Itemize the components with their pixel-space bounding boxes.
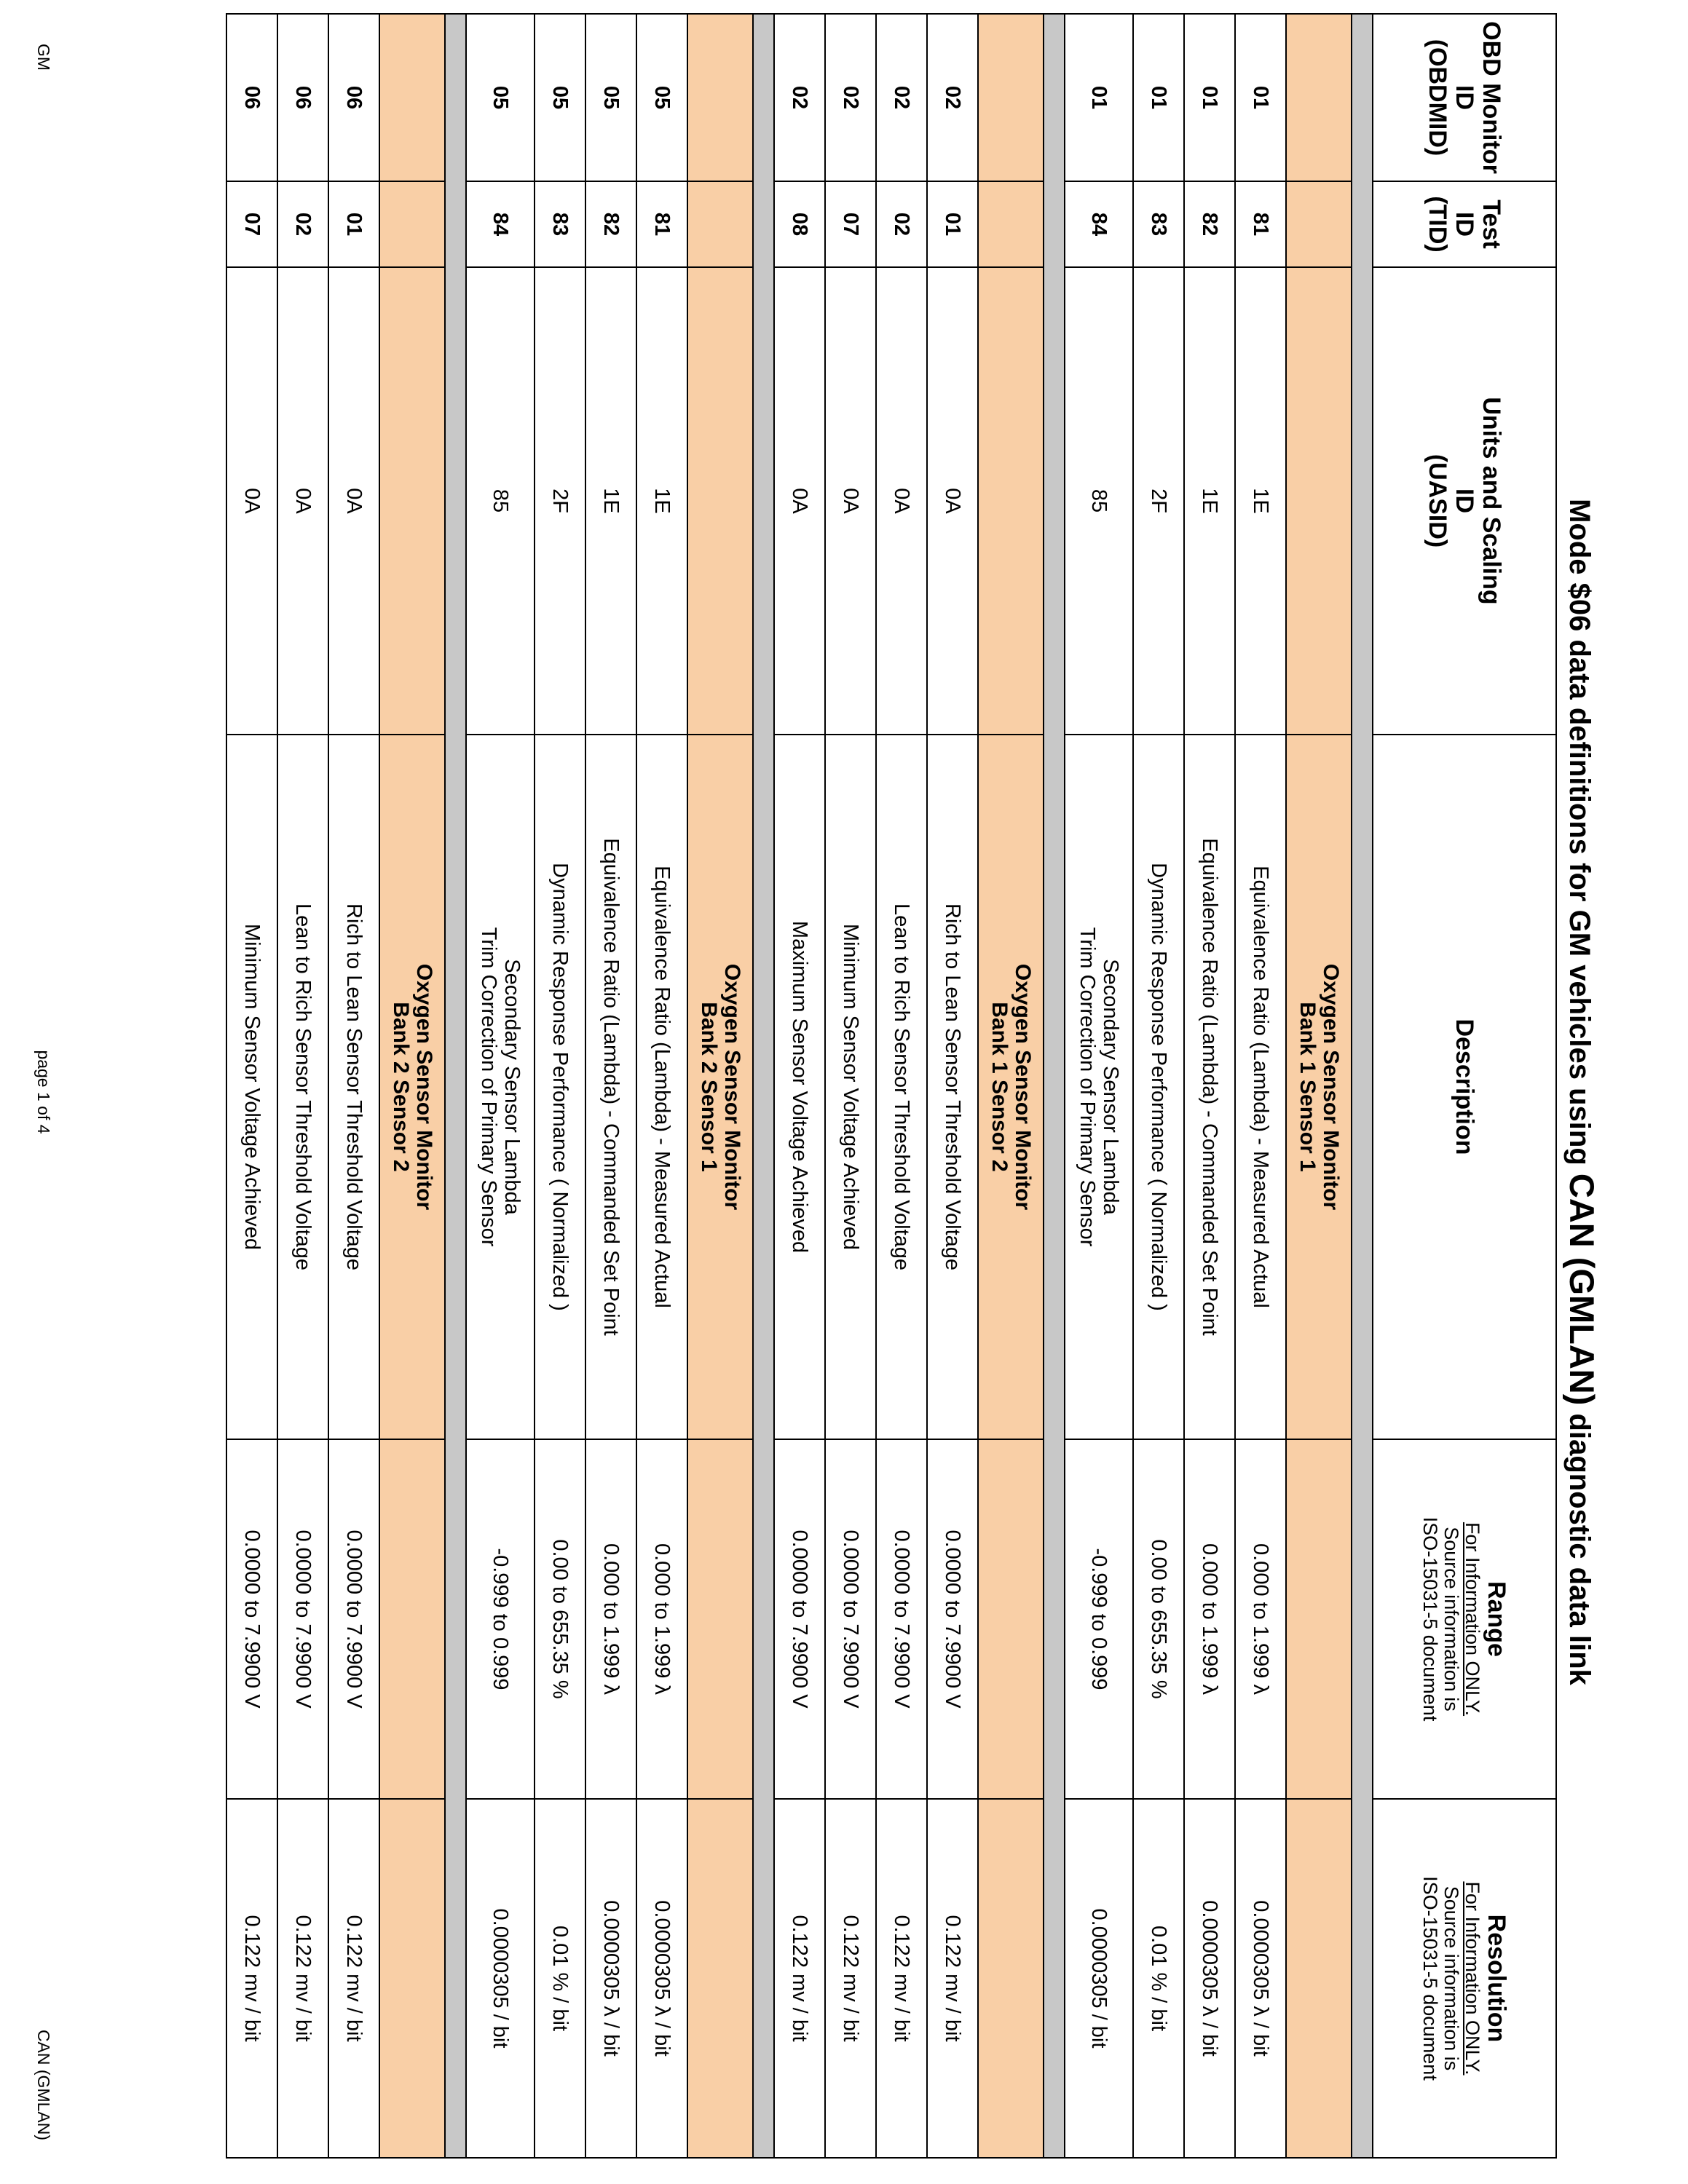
description-line: Equivalence Ratio (Lambda) - Measured Actual <box>1249 866 1272 1308</box>
cell-uasid: 1E <box>585 267 636 735</box>
table-row <box>328 14 379 2158</box>
title-emphasis: CAN (GMLAN) <box>1563 1173 1601 1406</box>
section-title-line1: Oxygen Sensor Monitor <box>1319 963 1343 1211</box>
header-tid <box>1373 181 1556 267</box>
header-resolution-note3: ISO-15031-5 document <box>1419 1876 1441 2081</box>
table-row <box>1065 14 1133 2158</box>
table-row <box>585 14 636 2158</box>
cell-tid: 02 <box>277 181 328 267</box>
description-line: Equivalence Ratio (Lambda) - Measured Actual <box>650 866 674 1308</box>
section-cell <box>1286 181 1352 267</box>
cell-description <box>277 735 328 1439</box>
cell-tid: 08 <box>774 181 825 267</box>
cell-description <box>774 735 825 1439</box>
section-cell <box>687 1799 753 2158</box>
header-tid-line1: Test <box>1478 199 1506 249</box>
section-cell <box>379 14 445 181</box>
cell-tid: 83 <box>1133 181 1184 267</box>
header-uasid-line3: (UASID) <box>1424 454 1452 548</box>
cell-uasid: 0A <box>226 267 277 735</box>
cell-obdmid: 01 <box>1235 14 1286 181</box>
section-cell <box>978 267 1044 735</box>
section-cell <box>687 1439 753 1799</box>
cell-range: 0.0000 to 7.9900 V <box>277 1439 328 1799</box>
description-line: Lean to Rich Sensor Threshold Voltage <box>890 903 913 1271</box>
separator-row <box>753 14 774 2158</box>
header-range-note2: Source information is <box>1440 1527 1462 1712</box>
section-header-row <box>379 14 445 2158</box>
title-prefix: Mode $06 data definitions for GM vehicles using <box>1563 499 1596 1174</box>
header-tid-line3: (TID) <box>1424 196 1452 253</box>
cell-tid: 01 <box>328 181 379 267</box>
header-uasid-line2: ID <box>1451 488 1479 513</box>
cell-description <box>876 735 927 1439</box>
cell-obdmid: 02 <box>825 14 876 181</box>
cell-tid: 82 <box>1184 181 1235 267</box>
section-title <box>978 735 1044 1439</box>
cell-range: 0.00 to 655.35 % <box>535 1439 585 1799</box>
description-line: Dynamic Response Performance ( Normalized ) <box>1147 863 1170 1311</box>
cell-uasid: 0A <box>328 267 379 735</box>
description-line: Secondary Sensor Lambda <box>1099 959 1122 1215</box>
table-row <box>876 14 927 2158</box>
cell-resolution: 0.0000305 λ / bit <box>585 1799 636 2158</box>
section-cell <box>978 1799 1044 2158</box>
cell-range: -0.999 to 0.999 <box>466 1439 535 1799</box>
cell-range: 0.0000 to 7.9900 V <box>328 1439 379 1799</box>
section-cell <box>379 1799 445 2158</box>
description-line: Rich to Lean Sensor Threshold Voltage <box>941 903 964 1271</box>
header-range-label: Range <box>1483 1581 1510 1657</box>
cell-obdmid: 05 <box>466 14 535 181</box>
cell-obdmid: 02 <box>876 14 927 181</box>
section-cell <box>1286 1799 1352 2158</box>
description-line: Dynamic Response Performance ( Normalized ) <box>548 863 572 1311</box>
header-range-note3: ISO-15031-5 document <box>1419 1516 1441 1722</box>
section-cell <box>978 14 1044 181</box>
cell-tid: 07 <box>226 181 277 267</box>
header-range <box>1373 1439 1556 1799</box>
cell-uasid: 0A <box>774 267 825 735</box>
cell-obdmid: 02 <box>774 14 825 181</box>
section-header-row <box>1286 14 1352 2158</box>
cell-range: 0.0000 to 7.9900 V <box>774 1439 825 1799</box>
footer-right: CAN (GMLAN) <box>34 2029 53 2140</box>
page-title <box>1562 0 1602 2184</box>
cell-obdmid: 06 <box>226 14 277 181</box>
section-title <box>1286 735 1352 1439</box>
header-obdmid-line2: ID <box>1451 85 1479 110</box>
table-row <box>1235 14 1286 2158</box>
cell-tid: 82 <box>585 181 636 267</box>
section-cell <box>1286 1439 1352 1799</box>
cell-tid: 07 <box>825 181 876 267</box>
separator-row <box>1044 14 1065 2158</box>
header-uasid-line1: Units and Scaling <box>1478 397 1506 605</box>
cell-resolution: 0.122 mv / bit <box>226 1799 277 2158</box>
cell-obdmid: 05 <box>636 14 687 181</box>
table-row <box>535 14 585 2158</box>
section-title <box>379 735 445 1439</box>
cell-range: 0.000 to 1.999 λ <box>585 1439 636 1799</box>
table-row <box>1184 14 1235 2158</box>
cell-resolution: 0.0000305 λ / bit <box>1235 1799 1286 2158</box>
section-cell <box>1286 14 1352 181</box>
section-cell <box>978 181 1044 267</box>
section-cell <box>379 181 445 267</box>
section-cell <box>687 267 753 735</box>
section-title-line2: Bank 2 Sensor 1 <box>697 1002 721 1172</box>
description-line: Secondary Sensor Lambda <box>500 959 524 1215</box>
description-line: Equivalence Ratio (Lambda) - Commanded Set Point <box>599 838 623 1336</box>
description-line: Minimum Sensor Voltage Achieved <box>839 923 862 1251</box>
cell-resolution: 0.0000305 / bit <box>1065 1799 1133 2158</box>
cell-resolution: 0.0000305 / bit <box>466 1799 535 2158</box>
table-row <box>825 14 876 2158</box>
cell-description <box>1133 735 1184 1439</box>
title-suffix: diagnostic data link <box>1563 1405 1596 1685</box>
cell-obdmid: 05 <box>535 14 585 181</box>
separator-cell <box>753 14 774 2158</box>
section-header-row <box>978 14 1044 2158</box>
table-row <box>927 14 978 2158</box>
cell-description <box>1065 735 1133 1439</box>
table-row <box>774 14 825 2158</box>
cell-range: 0.000 to 1.999 λ <box>1184 1439 1235 1799</box>
cell-description <box>825 735 876 1439</box>
cell-resolution: 0.122 mv / bit <box>825 1799 876 2158</box>
cell-description <box>1235 735 1286 1439</box>
cell-tid: 01 <box>927 181 978 267</box>
header-tid-line2: ID <box>1451 212 1479 237</box>
description-line: Rich to Lean Sensor Threshold Voltage <box>342 903 366 1271</box>
section-cell <box>379 267 445 735</box>
cell-range: -0.999 to 0.999 <box>1065 1439 1133 1799</box>
table-row <box>226 14 277 2158</box>
cell-description <box>927 735 978 1439</box>
cell-tid: 81 <box>1235 181 1286 267</box>
cell-uasid: 0A <box>876 267 927 735</box>
header-resolution-label: Resolution <box>1483 1914 1510 2043</box>
section-header-row <box>687 14 753 2158</box>
cell-description <box>328 735 379 1439</box>
separator-row <box>445 14 466 2158</box>
cell-description <box>585 735 636 1439</box>
cell-uasid: 2F <box>1133 267 1184 735</box>
section-title-line2: Bank 1 Sensor 1 <box>1295 1002 1320 1172</box>
description-line: Trim Correction of Primary Sensor <box>477 927 500 1247</box>
section-title-line2: Bank 1 Sensor 2 <box>987 1002 1011 1172</box>
cell-obdmid: 06 <box>277 14 328 181</box>
cell-range: 0.0000 to 7.9900 V <box>226 1439 277 1799</box>
description-line: Lean to Rich Sensor Threshold Voltage <box>291 903 315 1271</box>
cell-resolution: 0.122 mv / bit <box>876 1799 927 2158</box>
cell-resolution: 0.122 mv / bit <box>328 1799 379 2158</box>
cell-tid: 81 <box>636 181 687 267</box>
header-obdmid-line3: (OBDMID) <box>1424 39 1452 157</box>
cell-obdmid: 01 <box>1133 14 1184 181</box>
cell-obdmid: 06 <box>328 14 379 181</box>
cell-tid: 84 <box>1065 181 1133 267</box>
cell-resolution: 0.01 % / bit <box>535 1799 585 2158</box>
cell-range: 0.000 to 1.999 λ <box>636 1439 687 1799</box>
description-line: Minimum Sensor Voltage Achieved <box>240 923 264 1251</box>
cell-range: 0.00 to 655.35 % <box>1133 1439 1184 1799</box>
cell-resolution: 0.0000305 λ / bit <box>636 1799 687 2158</box>
cell-tid: 83 <box>535 181 585 267</box>
description-line: Trim Correction of Primary Sensor <box>1076 927 1099 1247</box>
section-title-line1: Oxygen Sensor Monitor <box>1011 963 1035 1211</box>
cell-resolution: 0.01 % / bit <box>1133 1799 1184 2158</box>
section-title-line2: Bank 2 Sensor 2 <box>389 1002 413 1172</box>
footer-page-number: page 1 of 4 <box>34 1050 53 1134</box>
table-row <box>466 14 535 2158</box>
cell-tid: 84 <box>466 181 535 267</box>
description-line: Equivalence Ratio (Lambda) - Commanded Set Point <box>1198 838 1221 1336</box>
table-row <box>1133 14 1184 2158</box>
cell-uasid: 1E <box>1235 267 1286 735</box>
header-range-note1: For Information ONLY. <box>1462 1522 1483 1717</box>
separator-row <box>1352 14 1373 2158</box>
cell-resolution: 0.122 mv / bit <box>774 1799 825 2158</box>
section-title-line1: Oxygen Sensor Monitor <box>412 963 436 1211</box>
separator-cell <box>1044 14 1065 2158</box>
header-resolution <box>1373 1799 1556 2158</box>
cell-tid: 02 <box>876 181 927 267</box>
section-cell <box>978 1439 1044 1799</box>
cell-uasid: 85 <box>466 267 535 735</box>
cell-description <box>226 735 277 1439</box>
cell-uasid: 1E <box>636 267 687 735</box>
section-title-line1: Oxygen Sensor Monitor <box>720 963 744 1211</box>
cell-obdmid: 02 <box>927 14 978 181</box>
cell-description <box>535 735 585 1439</box>
cell-uasid: 0A <box>825 267 876 735</box>
description-line: Maximum Sensor Voltage Achieved <box>788 920 811 1254</box>
cell-uasid: 85 <box>1065 267 1133 735</box>
header-resolution-note1: For Information ONLY. <box>1462 1881 1483 2076</box>
cell-description <box>466 735 535 1439</box>
header-uasid <box>1373 267 1556 735</box>
cell-resolution: 0.0000305 λ / bit <box>1184 1799 1235 2158</box>
cell-range: 0.000 to 1.999 λ <box>1235 1439 1286 1799</box>
cell-range: 0.0000 to 7.9900 V <box>927 1439 978 1799</box>
cell-obdmid: 05 <box>585 14 636 181</box>
cell-obdmid: 01 <box>1184 14 1235 181</box>
separator-cell <box>445 14 466 2158</box>
cell-range: 0.0000 to 7.9900 V <box>825 1439 876 1799</box>
section-cell <box>379 1439 445 1799</box>
mode06-definitions-table <box>226 13 1557 2159</box>
cell-obdmid: 01 <box>1065 14 1133 181</box>
header-description: Description <box>1373 735 1556 1439</box>
footer-left: GM <box>34 44 53 71</box>
header-obdmid <box>1373 14 1556 181</box>
cell-uasid: 1E <box>1184 267 1235 735</box>
cell-uasid: 2F <box>535 267 585 735</box>
cell-resolution: 0.122 mv / bit <box>927 1799 978 2158</box>
section-title <box>687 735 753 1439</box>
section-cell <box>687 181 753 267</box>
cell-uasid: 0A <box>927 267 978 735</box>
cell-range: 0.0000 to 7.9900 V <box>876 1439 927 1799</box>
cell-uasid: 0A <box>277 267 328 735</box>
table-row <box>636 14 687 2158</box>
section-cell <box>687 14 753 181</box>
cell-resolution: 0.122 mv / bit <box>277 1799 328 2158</box>
table-header-row <box>1373 14 1556 2158</box>
cell-description <box>1184 735 1235 1439</box>
separator-cell <box>1352 14 1373 2158</box>
header-resolution-note2: Source information is <box>1440 1886 1462 2071</box>
cell-description <box>636 735 687 1439</box>
header-obdmid-line1: OBD Monitor <box>1478 21 1506 174</box>
section-cell <box>1286 267 1352 735</box>
table-row <box>277 14 328 2158</box>
